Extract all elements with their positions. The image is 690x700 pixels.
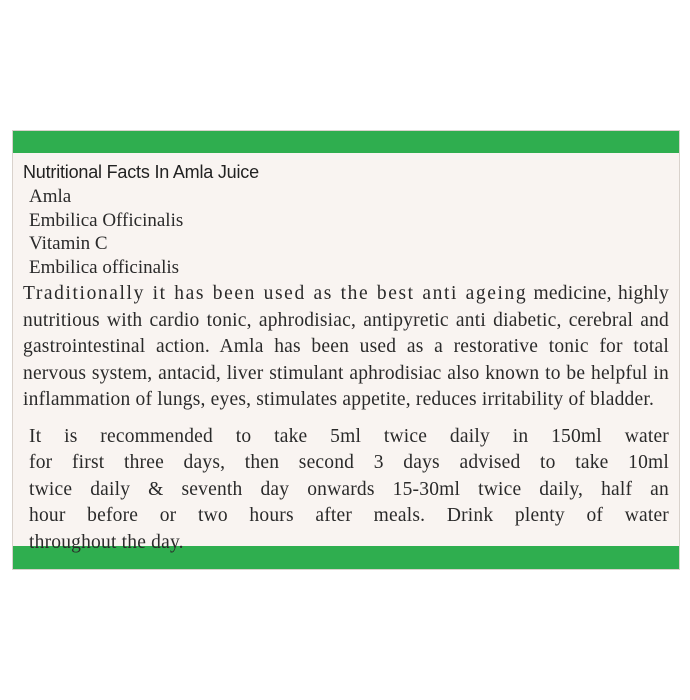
fact-item: Embilica officinalis <box>29 256 180 278</box>
dosage-line: hour before or two hours after meals. Drink plenty of water <box>29 505 669 526</box>
dosage-line: twice daily & seventh day onwards 15-30ml twice daily, half an <box>29 478 669 500</box>
fact-item: Embilica Officinalis <box>29 209 184 231</box>
product-label-card <box>12 130 680 570</box>
description-rest: medicine, highly nutritious with cardio tonic, aphrodisiac, antipyretic anti diabetic, cerebral and gastrointestinal action. Amla has been used as a restorative tonic for total nervous system, antacid, liver stimulant aphrodisiac also known to be helpful in inflammation of lungs, eyes, stimulates appetite, reduces irritability of bladder. <box>23 283 669 410</box>
dosage-paragraph <box>23 424 669 557</box>
dosage-line: for first three days, then second 3 days advised to take 10ml <box>29 452 669 473</box>
description-lead: Traditionally it has been used as the best anti ageing <box>23 283 528 304</box>
nutritional-facts-list <box>23 185 669 279</box>
dosage-line: throughout the day. <box>29 531 184 553</box>
fact-item: Amla <box>29 186 72 207</box>
description-paragraph <box>23 281 669 414</box>
fact-item: Vitamin C <box>29 233 108 254</box>
label-heading: Nutritional Facts In Amla Juice <box>23 162 259 182</box>
label-content <box>23 161 669 556</box>
top-green-band <box>13 131 679 153</box>
dosage-line: It is recommended to take 5ml twice daily in 150ml water <box>29 425 669 447</box>
